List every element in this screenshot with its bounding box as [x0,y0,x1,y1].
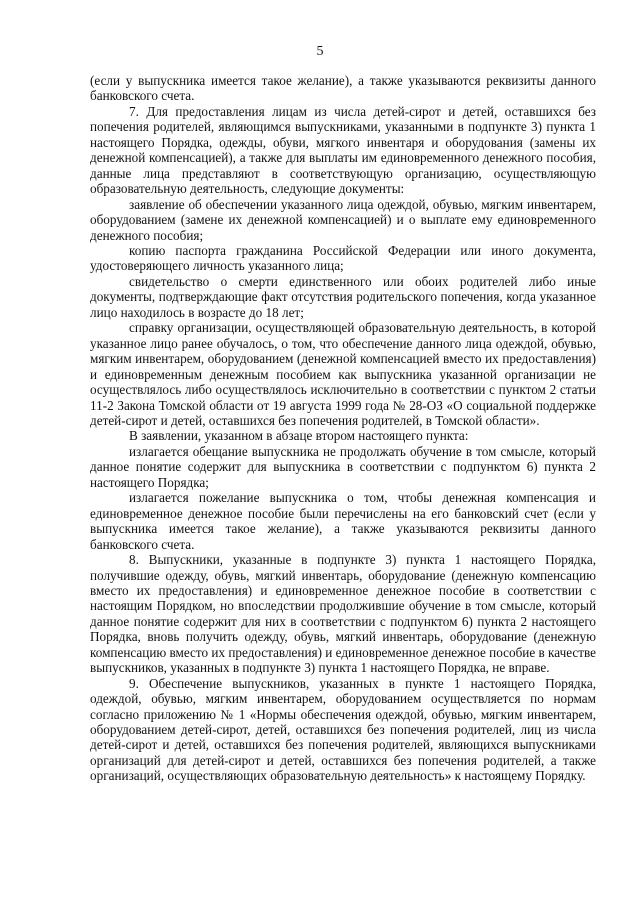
paragraph-organization-certificate: справку организации, осуществляющей образовательную деятельность, в которой указанное лицо ранее обучалось, о том, что обеспечение данного лица одеждой, обувью, мягким инвентарем, оборудованием (денежной компенсацией вместо их предоставления) и единовременным денежным пособием как выпускника указанной организации не осуществлялось либо осуществлялось исключительно в соответствии с пунктом 2 статьи 11-2 Закона Томской области от 19 августа 1999 года № 28-ОЗ «О социальной поддержке детей-сирот и детей, оставшихся без попечения родителей, в Томской области». [90,320,596,428]
paragraph-item-9: 9. Обеспечение выпускников, указанных в пункте 1 настоящего Порядка, одеждой, обувью, мягким инвентарем, оборудованием осуществляется по нормам согласно приложению № 1 «Нормы обеспечения одеждой, обувью, мягким инвентарем, оборудованием детей-сирот, детей, оставшихся без попечения родителей, лиц из числа детей-сирот и детей, оставшихся без попечения родителей, являющихся выпускниками организаций для детей-сирот и детей, оставшихся без попечения родителей, а также организаций, осуществляющих образовательную деятельность» к настоящему Порядку. [90,675,596,784]
paragraph-bank-transfer-wish: излагается пожелание выпускника о том, чтобы денежная компенсация и единовременное денежное пособие были перечислены на его банковский счет (если у выпускника имеется такое желание), а также указываются реквизиты данного банковского счета. [90,490,596,552]
paragraph-death-certificate: свидетельство о смерти единственного или обоих родителей либо иные документы, подтверждающие факт отсутствия родительского попечения, когда указанное лицо находилось в возрасте до 18 лет; [90,273,596,320]
paragraph-promise-not-continue: излагается обещание выпускника не продолжать обучение в том смысле, который данное понятие содержит для выпускника в соответствии с подпунктом 6) пункта 2 настоящего Порядка; [90,443,596,490]
paragraph-application-contents-intro: В заявлении, указанном в абзаце втором настоящего пункта: [129,428,469,444]
document-body [90,73,596,784]
page-number: 5 [316,44,324,59]
paragraph-item-7: 7. Для предоставления лицам из числа детей-сирот и детей, оставшихся без попечения родителей, являющимся выпускниками, указанными в подпункте 3) пункта 1 настоящего Порядка, одежды, обуви, мягкого инвентаря и оборудования (замены их денежной компенсацией), а также для выплаты им единовременного денежного пособия, данные лица представляют в соответствующую организацию, осуществляющую образовательную деятельность, следующие документы: [90,103,596,197]
paragraph-passport-copy: копию паспорта гражданина Российской Федерации или иного документа, удостоверяющего личность указанного лица; [90,242,596,274]
paragraph-continuation: (если у выпускника имеется такое желание), а также указываются реквизиты данного банковского счета. [90,73,596,104]
paragraph-application-statement: заявление об обеспечении указанного лица одеждой, обувью, мягким инвентарем, оборудованием (замене их денежной компенсацией) и о выплате ему единовременного денежного пособия; [90,196,596,243]
paragraph-item-8: 8. Выпускники, указанные в подпункте 3) пункта 1 настоящего Порядка, получившие одежду, обувь, мягкий инвентарь, оборудование (денежную компенсацию вместо их предоставления) и единовременное денежное пособие в соответствии с настоящим Порядком, но впоследствии продолжившие обучение в том смысле, который данное понятие содержит для них в соответствии с подпунктом 6) пункта 2 настоящего Порядка, вновь получить одежду, обувь, мягкий инвентарь, оборудование (денежную компенсацию вместо их предоставления) и единовременное денежное пособие в качестве выпускников, указанных в подпункте 3) пункта 1 настоящего Порядка, не вправе. [90,552,597,676]
